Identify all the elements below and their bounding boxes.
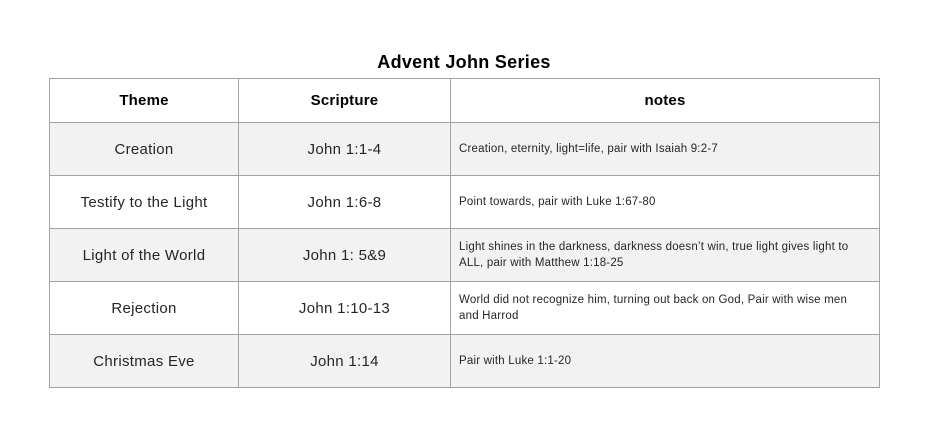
scripture-cell: John 1:1-4 [239,123,451,176]
table-row [50,229,880,282]
advent-series-table [49,78,880,388]
column-header-scripture: Scripture [239,79,451,123]
scripture-cell: John 1:14 [239,335,451,388]
scripture-cell: John 1: 5&9 [239,229,451,282]
page-title: Advent John Series [377,52,551,72]
table-row [50,282,880,335]
theme-cell: Light of the World [50,229,239,282]
notes-cell: World did not recognize him, turning out back on God, Pair with wise men and Harrod [451,282,880,335]
table-row [50,176,880,229]
scripture-cell: John 1:10-13 [239,282,451,335]
header-row [50,79,880,123]
notes-cell: Light shines in the darkness, darkness doesn’t win, true light gives light to ALL, pair with Matthew 1:18-25 [451,229,880,282]
table-row [50,335,880,388]
scripture-cell: John 1:6-8 [239,176,451,229]
column-header-notes: notes [451,79,880,123]
notes-cell: Pair with Luke 1:1-20 [451,335,880,388]
theme-cell: Rejection [50,282,239,335]
column-header-theme: Theme [50,79,239,123]
document-sheet [49,0,879,388]
notes-cell: Creation, eternity, light=life, pair with Isaiah 9:2-7 [451,123,880,176]
theme-cell: Testify to the Light [50,176,239,229]
theme-cell: Creation [50,123,239,176]
theme-cell: Christmas Eve [50,335,239,388]
notes-cell: Point towards, pair with Luke 1:67-80 [451,176,880,229]
table-row [50,123,880,176]
